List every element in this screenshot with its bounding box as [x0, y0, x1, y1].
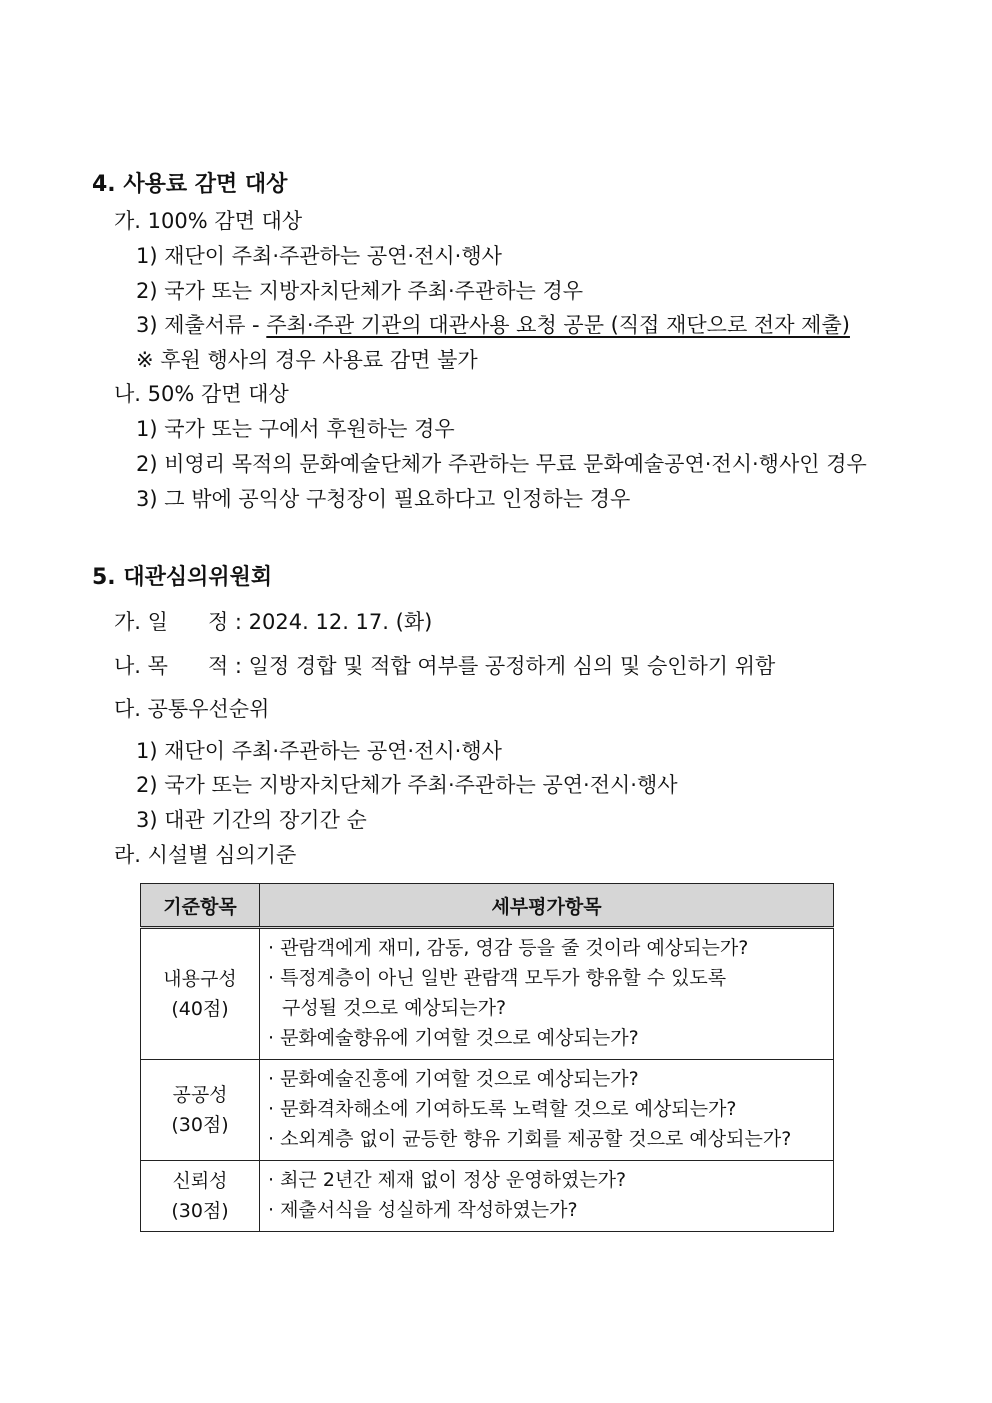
criteria-name: 신뢰성	[172, 1170, 228, 1192]
criteria-cell	[141, 1161, 260, 1232]
detail-line: · 제출서식을 성실하게 작성하였는가?	[268, 1199, 578, 1221]
section5-heading: 5. 대관심의위원회	[92, 565, 273, 590]
section4-na-label: 나. 50% 감면 대상	[114, 382, 289, 406]
detail-line: · 문화예술진흥에 기여할 것으로 예상되는가?	[268, 1068, 639, 1090]
criteria-score: (30점)	[171, 1200, 229, 1222]
section4-na-item-2: 2) 비영리 목적의 문화예술단체가 주관하는 무료 문화예술공연·전시·행사인 경우	[136, 452, 867, 476]
table-row	[141, 1060, 834, 1161]
criteria-name: 공공성	[172, 1084, 228, 1106]
detail-line: · 최근 2년간 제재 없이 정상 운영하였는가?	[268, 1169, 627, 1191]
criteria-table	[140, 883, 834, 1232]
criteria-score: (40점)	[171, 998, 229, 1020]
section4-na-item-1: 1) 국가 또는 구에서 후원하는 경우	[136, 417, 455, 441]
section4-ga-item-2: 2) 국가 또는 지방자치단체가 주최·주관하는 경우	[136, 279, 584, 303]
table-header-row	[141, 884, 834, 928]
table-row	[141, 1161, 834, 1232]
header-criteria: 기준항목	[141, 884, 260, 928]
details-cell	[260, 1060, 834, 1161]
section5-criteria-label: 라. 시설별 심의기준	[114, 843, 297, 867]
detail-line: 구성될 것으로 예상되는가?	[282, 997, 507, 1019]
criteria-cell	[141, 928, 260, 1060]
table-row	[141, 928, 834, 1060]
detail-line: · 문화격차해소에 기여하도록 노력할 것으로 예상되는가?	[268, 1098, 737, 1120]
section4-na-item-3: 3) 그 밖에 공익상 구청장이 필요하다고 인정하는 경우	[136, 487, 631, 511]
section4-ga-item-3	[136, 311, 850, 339]
section5-priority-item-2: 2) 국가 또는 지방자치단체가 주최·주관하는 공연·전시·행사	[136, 773, 678, 797]
section5-schedule: 가. 일 정 : 2024. 12. 17. (화)	[114, 610, 433, 634]
section5-purpose: 나. 목 적 : 일정 경합 및 적합 여부를 공정하게 심의 및 승인하기 위함	[114, 654, 776, 678]
criteria-cell	[141, 1060, 260, 1161]
section5-priority-label: 다. 공통우선순위	[114, 697, 270, 721]
detail-line: · 문화예술향유에 기여할 것으로 예상되는가?	[268, 1027, 639, 1049]
item3-prefix: 3) 제출서류 -	[136, 313, 267, 337]
section4-ga-note: ※ 후원 행사의 경우 사용료 감면 불가	[136, 348, 478, 372]
section5-priority-item-3: 3) 대관 기간의 장기간 순	[136, 808, 367, 832]
details-cell	[260, 928, 834, 1060]
item3-underlined: 주최·주관 기관의 대관사용 요청 공문 (직접 재단으로 전자 제출)	[266, 313, 850, 337]
criteria-name: 내용구성	[163, 968, 237, 990]
details-cell	[260, 1161, 834, 1232]
criteria-score: (30점)	[171, 1114, 229, 1136]
section4-ga-item-1: 1) 재단이 주최·주관하는 공연·전시·행사	[136, 244, 502, 268]
section5-priority-item-1: 1) 재단이 주최·주관하는 공연·전시·행사	[136, 739, 502, 763]
section4-ga-label: 가. 100% 감면 대상	[114, 209, 303, 233]
section4-heading: 4. 사용료 감면 대상	[92, 172, 288, 197]
detail-line: · 특정계층이 아닌 일반 관람객 모두가 향유할 수 있도록	[268, 967, 727, 989]
header-details: 세부평가항목	[260, 884, 834, 928]
detail-line: · 관람객에게 재미, 감동, 영감 등을 줄 것이라 예상되는가?	[268, 937, 749, 959]
detail-line: · 소외계층 없이 균등한 향유 기회를 제공할 것으로 예상되는가?	[268, 1128, 792, 1150]
